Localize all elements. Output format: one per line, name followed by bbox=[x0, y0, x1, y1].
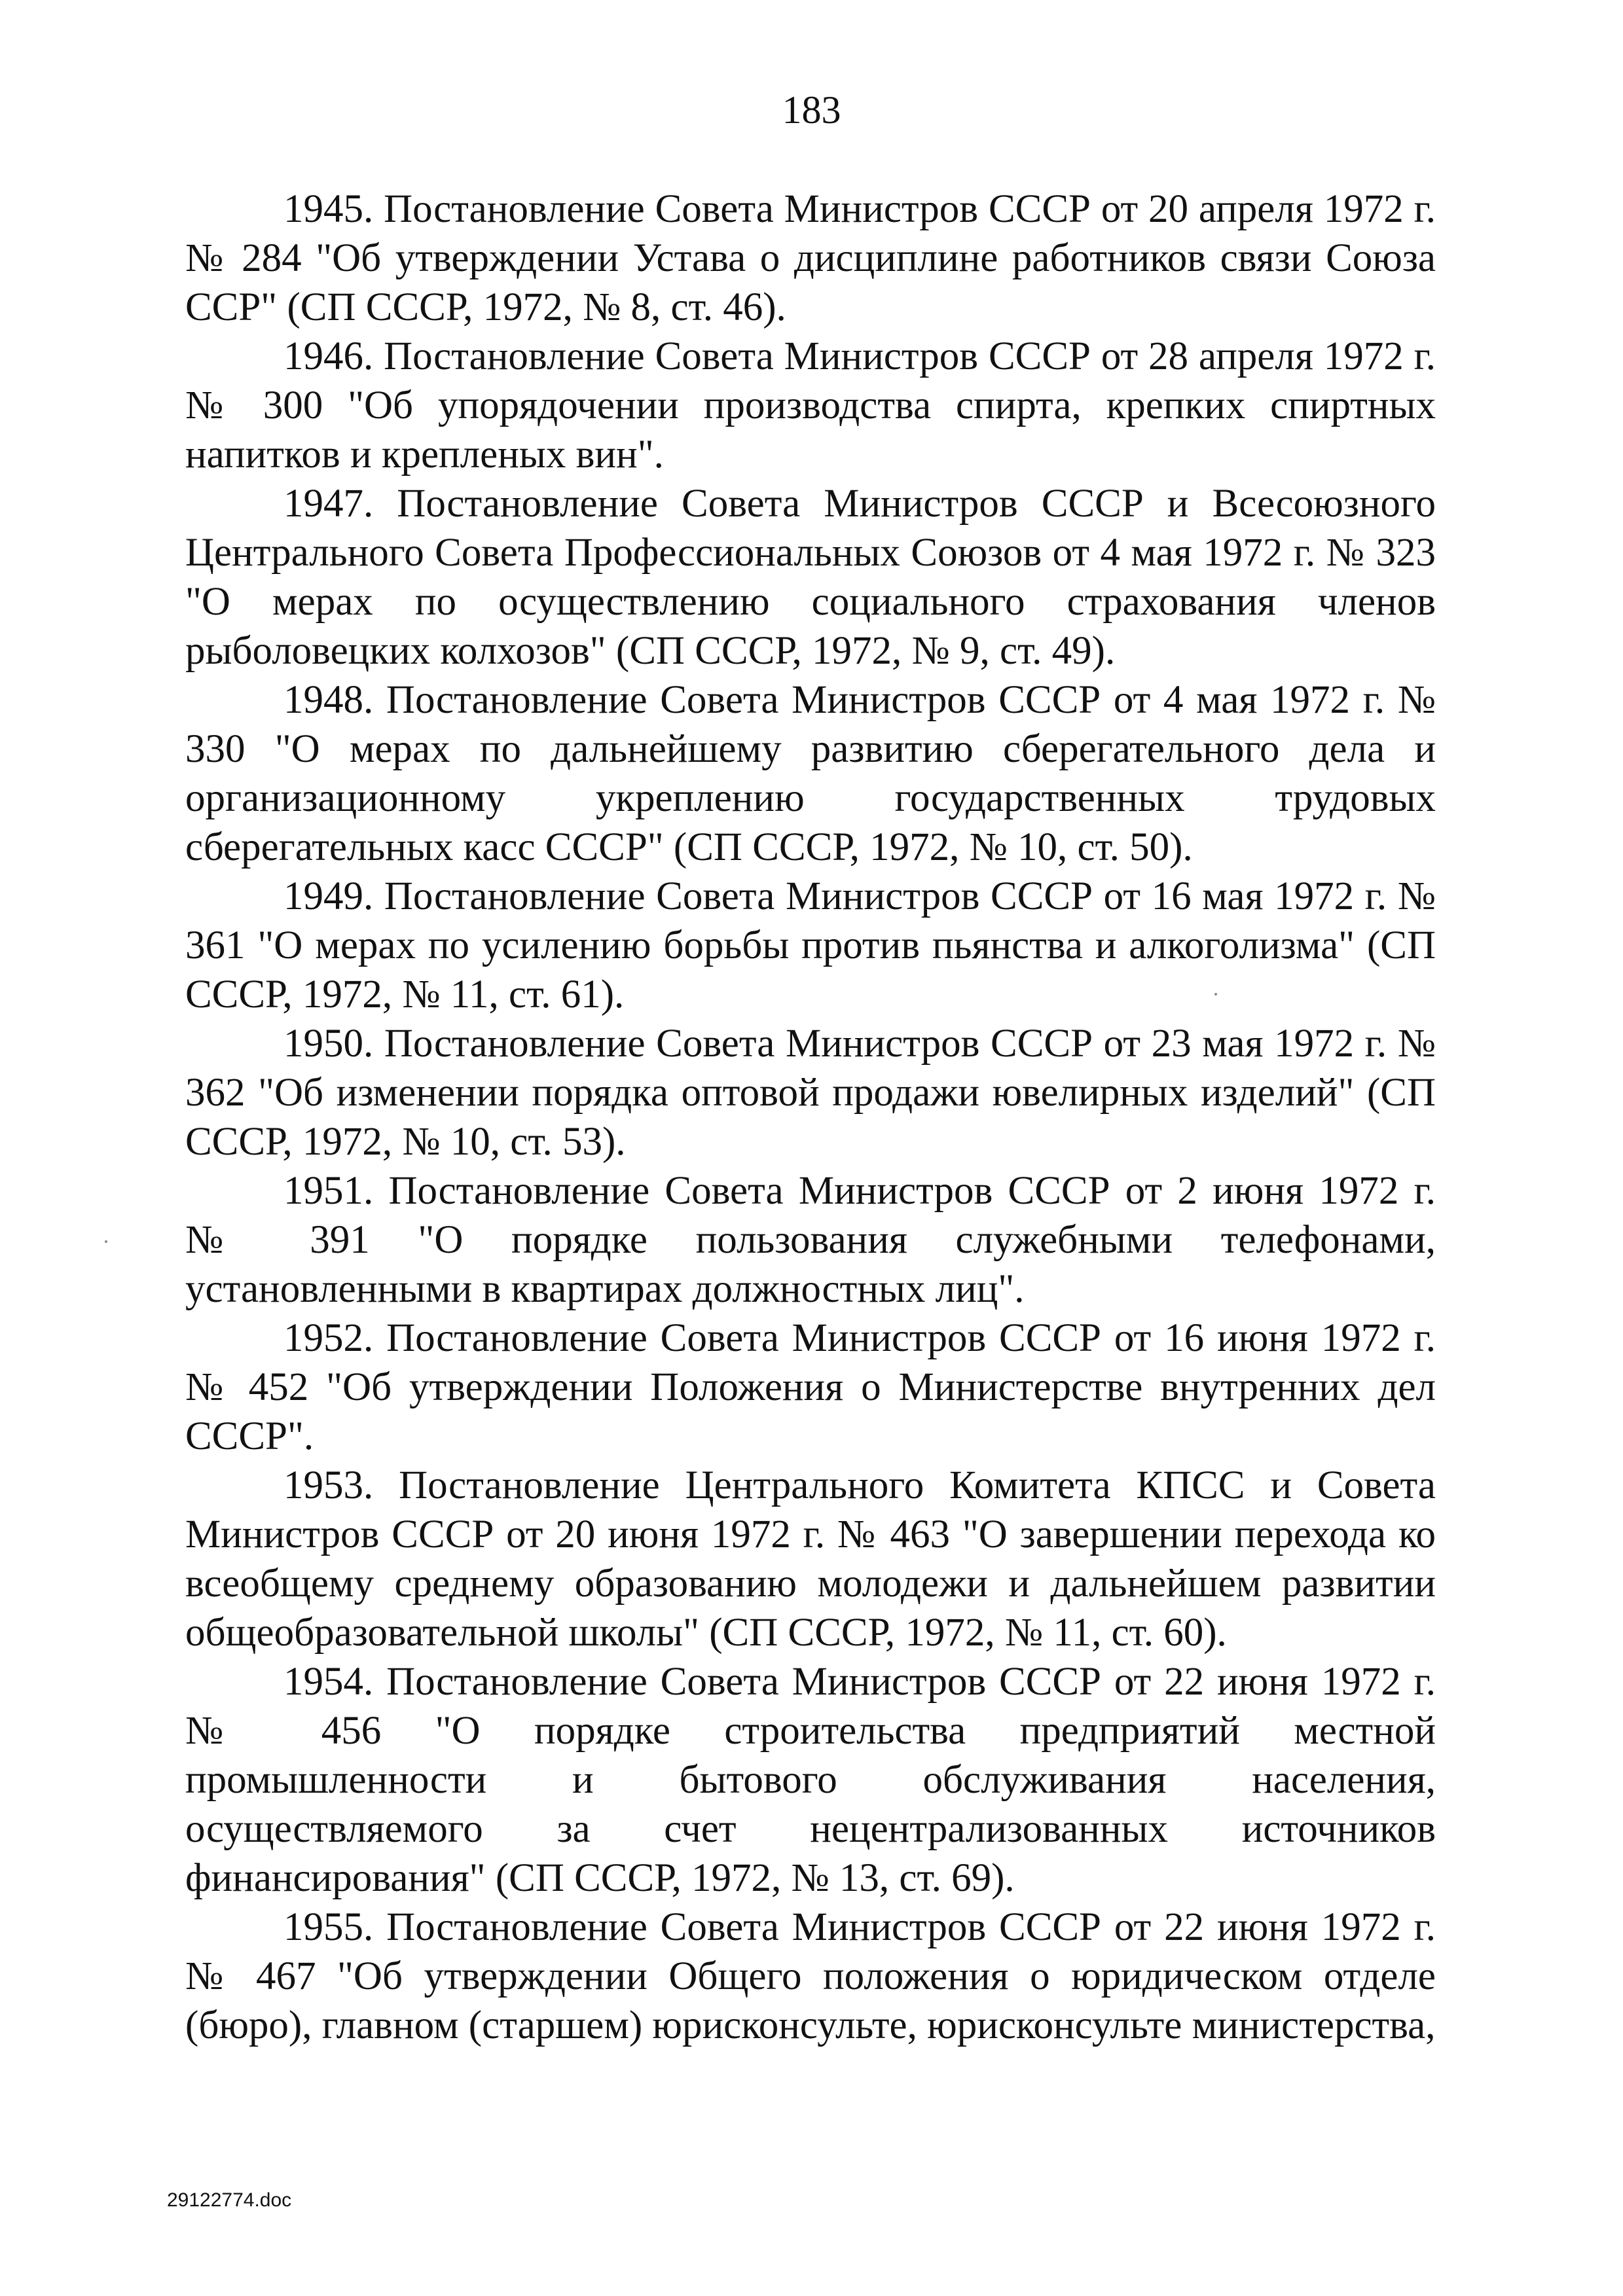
entry-1953: 1953. Постановление Центрального Комитета КПСС и Совета Министров СССР от 20 июня 1972 г. № 463 "О завершении перехода ко всеобщему среднему образованию молодежи и дальнейшем развитии общеобразовательной школы" (СП СССР, 1972, № 11, ст. 60). bbox=[185, 1463, 1436, 1655]
entry-1949: 1949. Постановление Совета Министров СССР от 16 мая 1972 г. № 361 "О мерах по усилению борьбы против пьянства и алкоголизма" (СП СССР, 1972, № 11, ст. 61). bbox=[185, 874, 1436, 1016]
entry-1952: 1952. Постановление Совета Министров СССР от 16 июня 1972 г. № 452 "Об утверждении Положения о Министерстве внутренних дел СССР". bbox=[185, 1316, 1436, 1458]
page-number: 183 bbox=[782, 88, 841, 132]
entry-1951: 1951. Постановление Совета Министров СССР от 2 июня 1972 г. № 391 "О порядке пользования служебными телефонами, установленными в квартирах должностных лиц". bbox=[185, 1169, 1436, 1311]
entry-1955: 1955. Постановление Совета Министров СССР от 22 июня 1972 г. № 467 "Об утверждении Общего положения о юридическом отделе (бюро), главном (старшем) юрисконсульте, юрисконсульте министерства, bbox=[185, 1905, 1436, 2047]
entry-1947: 1947. Постановление Совета Министров СССР и Всесоюзного Центрального Совета Профессиональных Союзов от 4 мая 1972 г. № 323 "О мерах по осуществлению социального страхования членов рыболовецких колхозов" (СП СССР, 1972, № 9, ст. 49). bbox=[185, 482, 1436, 673]
entry-1950: 1950. Постановление Совета Министров СССР от 23 мая 1972 г. № 362 "Об изменении порядка оптовой продажи ювелирных изделий" (СП СССР, 1972, № 10, ст. 53). bbox=[185, 1022, 1436, 1164]
entry-1948: 1948. Постановление Совета Министров СССР от 4 мая 1972 г. № 330 "О мерах по дальнейшему развитию сберегательного дела и организационному укреплению государственных трудовых сберегательных касс СССР" (СП СССР, 1972, № 10, ст. 50). bbox=[185, 678, 1436, 869]
entry-1946: 1946. Постановление Совета Министров СССР от 28 апреля 1972 г. № 300 "Об упорядочении производства спирта, крепких спиртных напитков и крепленых вин". bbox=[185, 334, 1436, 476]
footer-doc-name: 29122774.doc bbox=[167, 2189, 292, 2211]
document-body bbox=[185, 185, 1436, 2050]
scan-speck bbox=[105, 1240, 107, 1243]
scan-speck bbox=[1214, 993, 1217, 996]
entry-1954: 1954. Постановление Совета Министров СССР от 22 июня 1972 г. № 456 "О порядке строительства предприятий местной промышленности и бытового обслуживания населения, осуществляемого за счет нецентрализованных источников финансирования" (СП СССР, 1972, № 13, ст. 69). bbox=[185, 1660, 1436, 1900]
entry-1945: 1945. Постановление Совета Министров СССР от 20 апреля 1972 г. № 284 "Об утверждении Устава о дисциплине работников связи Союза ССР" (СП СССР, 1972, № 8, ст. 46). bbox=[185, 187, 1436, 329]
